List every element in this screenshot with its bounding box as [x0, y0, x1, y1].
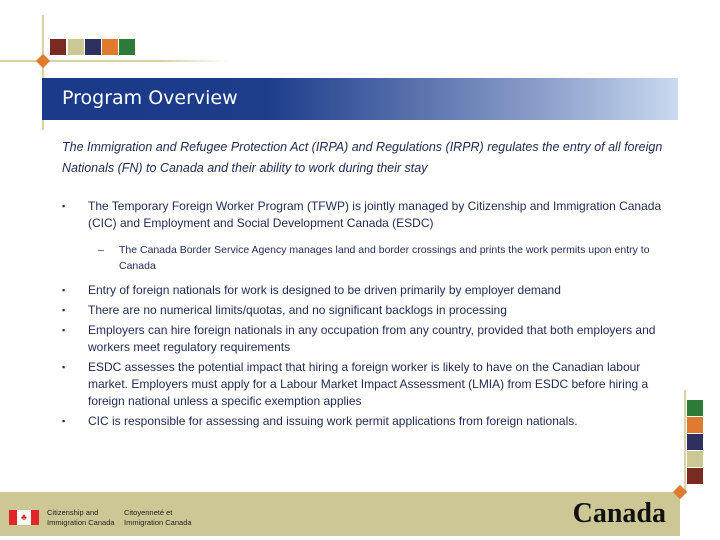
- color-square-green: [687, 400, 703, 416]
- intro-text: The Immigration and Refugee Protection Act (IRPA) and Regulations (IRPR) regulates the entry of all foreign Nationals (FN) to Canada and their ability to work during their stay: [62, 140, 663, 175]
- color-square-red: [687, 468, 703, 484]
- sub-list-item-text: The Canada Border Service Agency manages land and border crossings and prints the work permits upon entry to Canada: [119, 244, 650, 272]
- list-item-text: Entry of foreign nationals for work is designed to be driven primarily by employer demand: [88, 283, 561, 297]
- footer: [0, 492, 680, 536]
- decor-right-line: [684, 390, 686, 492]
- list-item-text: There are no numerical limits/quotas, and no significant backlogs in processing: [88, 303, 507, 317]
- bullet-list: [62, 198, 682, 433]
- list-item: ▪ There are no numerical limits/quotas, and no significant backlogs in processing: [62, 303, 507, 317]
- list-item-text: Employers can hire foreign nationals in any occupation from any country, provided that both employers and workers meet regulatory requirements: [88, 323, 656, 354]
- color-square-red: [50, 39, 66, 55]
- list-item-text: ESDC assesses the potential impact that hiring a foreign worker is likely to have on the Canadian labour market. Employers must apply for a Labour Market Impact Assessment (LMIA) from ESDC before hiring a foreign national unless a specific exemption applies: [88, 360, 649, 408]
- sub-list-item: – The Canada Border Service Agency manages land and border crossings and prints the work permits upon entry to Canada: [98, 244, 650, 272]
- canada-wordmark: Canada: [572, 498, 666, 529]
- decor-horizontal-line: [0, 60, 230, 62]
- list-item-text: The Temporary Foreign Worker Program (TFWP) is jointly managed by Citizenship and Immigration Canada (CIC) and Employment and Social Development Canada (ESDC): [88, 199, 662, 230]
- list-item: ▪ The Temporary Foreign Worker Program (TFWP) is jointly managed by Citizenship and Immigration Canada (CIC) and Employment and Social Development Canada (ESDC): [62, 199, 662, 230]
- page-title: Program Overview: [62, 87, 238, 109]
- diamond-icon: [36, 54, 50, 68]
- color-square-navy: [687, 434, 703, 450]
- color-square-green: [119, 39, 135, 55]
- color-square-orange: [102, 39, 118, 55]
- list-item: ▪ ESDC assesses the potential impact that hiring a foreign worker is likely to have on the Canadian labour market. Employers must apply for a Labour Market Impact Assessment (LMIA) from ESDC before hiring a foreign national unless a specific exemption applies: [62, 360, 649, 408]
- dept-name-en: Citizenship and Immigration Canada: [47, 508, 115, 527]
- dept-name-fr: Citoyenneté et Immigration Canada: [124, 508, 192, 527]
- canada-flag-icon: ♣: [9, 510, 39, 525]
- color-square-tan: [687, 451, 703, 467]
- list-item: ▪ CIC is responsible for assessing and issuing work permit applications from foreign nationals.: [62, 414, 578, 428]
- title-bar: [42, 78, 678, 120]
- color-square-orange: [687, 417, 703, 433]
- list-item: ▪ Entry of foreign nationals for work is designed to be driven primarily by employer demand: [62, 283, 561, 297]
- list-item: ▪ Employers can hire foreign nationals in any occupation from any country, provided that both employers and workers meet regulatory requirements: [62, 323, 656, 354]
- list-item-text: CIC is responsible for assessing and issuing work permit applications from foreign nationals.: [88, 414, 578, 428]
- color-square-navy: [85, 39, 101, 55]
- color-square-tan: [68, 39, 84, 55]
